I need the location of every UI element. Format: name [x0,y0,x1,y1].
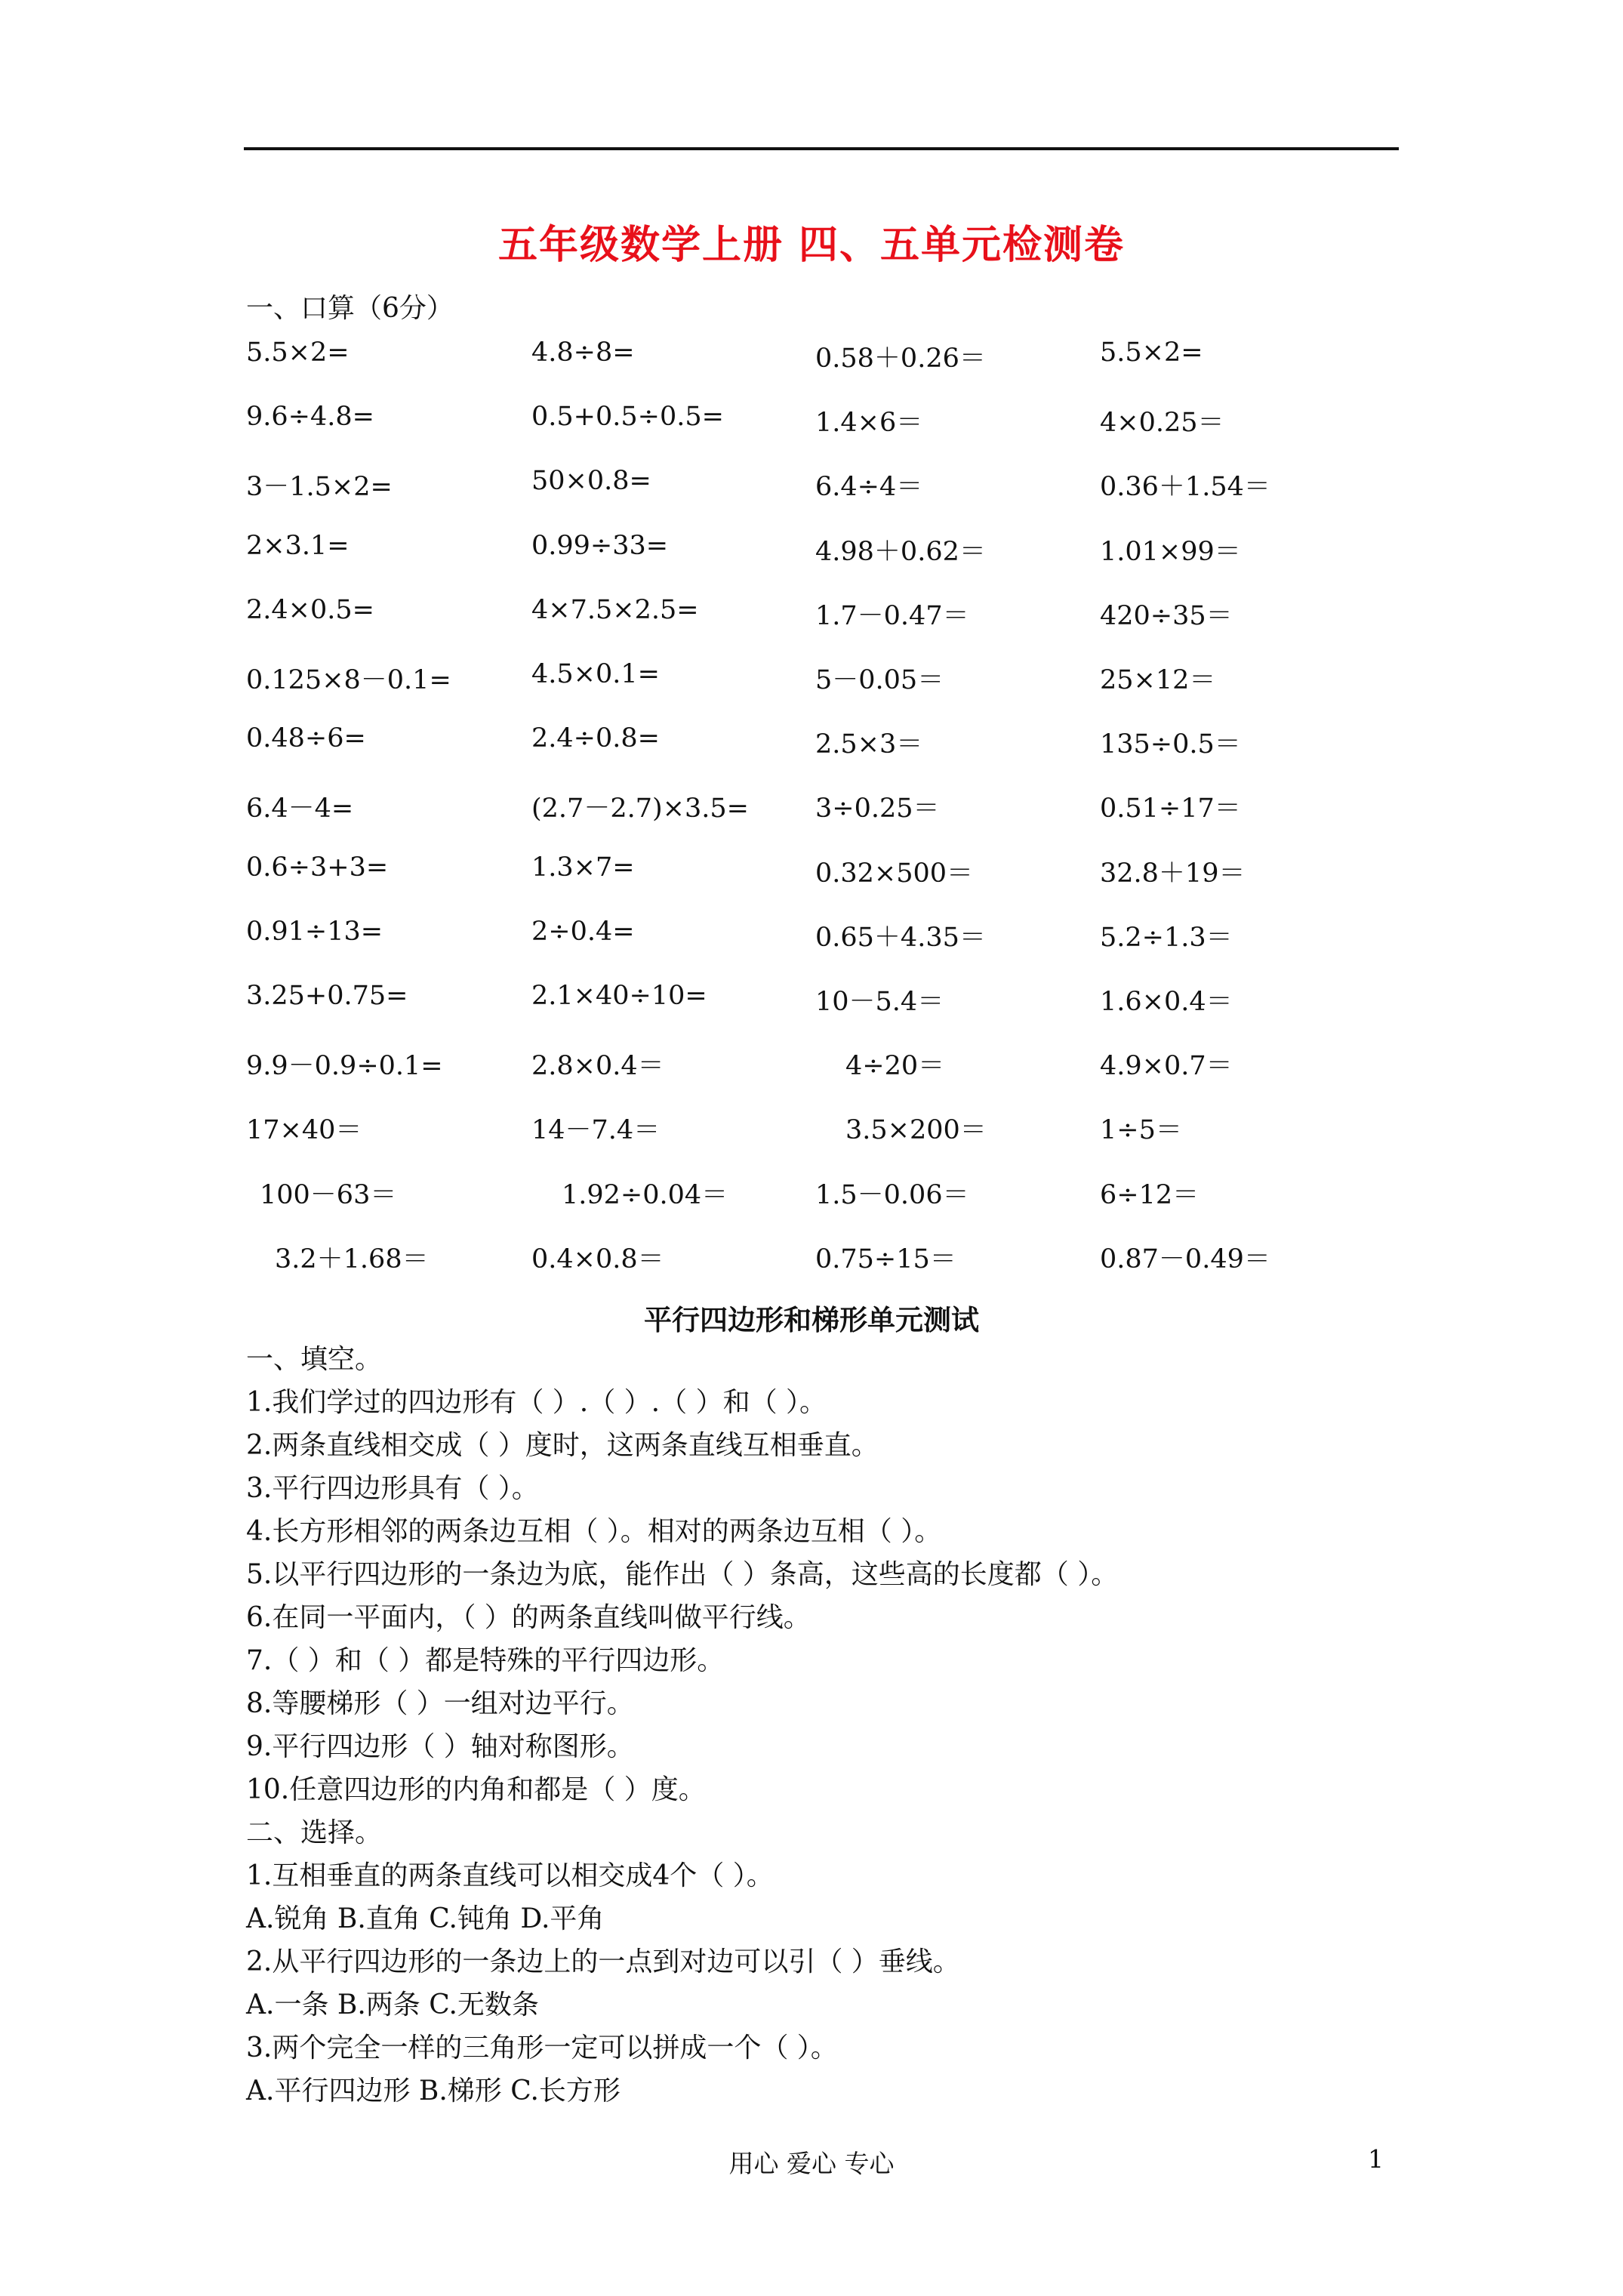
choice-item: 2.从平行四边形的一条边上的一点到对边可以引（ ）垂线。 [246,1946,960,1977]
calc-row [0,402,1623,447]
calc-problem: 2.8×0.4＝ [531,1051,664,1081]
calc-problem: 10－5.4＝ [815,987,944,1017]
calc-problem: 2.1×40÷10= [531,981,707,1011]
choice-options: A.锐角 B.直角 C.钝角 D.平角 [246,1903,605,1934]
calc-row [0,337,1623,383]
calc-problem: 420÷35＝ [1100,601,1233,631]
calc-problem: 0.4×0.8＝ [531,1244,664,1274]
calc-row [0,659,1623,704]
calc-problem: 0.36＋1.54＝ [1100,472,1270,502]
calc-problem: 6÷12＝ [1100,1180,1200,1210]
choice-heading: 二、选择。 [246,1817,383,1848]
calc-problem: 3.25+0.75= [246,981,408,1011]
calc-problem: 6.4÷4＝ [815,472,923,502]
calc-problem: 5.5×2= [1100,337,1203,368]
calc-problem: 50×0.8= [531,466,651,496]
calc-problem: 0.32×500＝ [815,858,974,889]
calc-row [0,1238,1623,1284]
calc-row [0,917,1623,962]
calc-problem: 6.4－4= [246,794,354,824]
top-rule [244,147,1399,150]
calc-problem: 3.2＋1.68＝ [275,1244,429,1274]
calc-problem: 9.9－0.9÷0.1= [246,1051,443,1081]
calc-row [0,852,1623,898]
calc-problem: 1.01×99＝ [1100,537,1241,567]
section-heading-oral-calc: 一、口算（6分） [246,293,454,324]
calc-problem: 0.58＋0.26＝ [815,344,986,374]
fill-item: 1.我们学过的四边形有（ ）.（ ）.（ ）和（ ）。 [246,1387,827,1418]
calc-problem: 2×3.1= [246,531,350,561]
choice-item: 3.两个完全一样的三角形一定可以拼成一个（ ）。 [246,2032,838,2063]
calc-problem: 0.91÷13= [246,917,383,947]
calc-row [0,1174,1623,1219]
calc-problem: 1.4×6＝ [815,408,923,438]
calc-problem: 0.65＋4.35＝ [815,923,986,953]
calc-problem: 32.8＋19＝ [1100,858,1246,889]
calc-problem: 1.92÷0.04＝ [562,1180,728,1210]
calc-problem: 3.5×200＝ [845,1115,987,1145]
calc-row [0,531,1623,576]
calc-row [0,981,1623,1026]
fill-item: 2.两条直线相交成（ ）度时，这两条直线互相垂直。 [246,1430,879,1461]
calc-problem: 1.5－0.06＝ [815,1180,969,1210]
calc-problem: 4.8÷8= [531,337,635,368]
calc-row [0,595,1623,640]
calc-problem: 25×12＝ [1100,665,1216,695]
calc-problem: 0.125×8－0.1= [246,665,451,695]
calc-row [0,466,1623,511]
calc-problem: 2÷0.4= [531,917,635,947]
calc-problem: 5－0.05＝ [815,665,944,695]
calc-row [0,787,1623,833]
calc-problem: 4÷20＝ [845,1051,945,1081]
calc-row [0,723,1623,769]
fill-item: 5.以平行四边形的一条边为底，能作出（ ）条高，这些高的长度都（ ）。 [246,1559,1119,1590]
calc-problem: 4.98＋0.62＝ [815,537,986,567]
calc-problem: 0.51÷17＝ [1100,794,1241,824]
calc-problem: 9.6÷4.8= [246,402,374,432]
calc-problem: 0.87－0.49＝ [1100,1244,1270,1274]
calc-problem: 0.99÷33= [531,531,669,561]
calc-problem: 5.2÷1.3＝ [1100,923,1233,953]
calc-problem: 1÷5＝ [1100,1115,1182,1145]
part2-title: 平行四边形和梯形单元测试 [644,1303,979,1336]
choice-options: A.平行四边形 B.梯形 C.长方形 [246,2076,621,2106]
calc-problem: 4×0.25＝ [1100,408,1224,438]
calc-problem: 4.5×0.1= [531,659,660,689]
calc-problem: 1.7－0.47＝ [815,601,969,631]
fill-item: 6.在同一平面内，（ ）的两条直线叫做平行线。 [246,1602,811,1633]
calc-problem: 5.5×2= [246,337,350,368]
calc-problem: 0.48÷6= [246,723,366,754]
calc-problem: 0.5+0.5÷0.5= [531,402,724,432]
fill-item: 8.等腰梯形（ ）一组对边平行。 [246,1688,634,1719]
fill-item: 9.平行四边形（ ）轴对称图形。 [246,1731,634,1762]
calc-problem: 2.4×0.5= [246,595,374,625]
calc-problem: 2.4÷0.8= [531,723,660,754]
calc-problem: 1.6×0.4＝ [1100,987,1233,1017]
calc-problem: 3÷0.25＝ [815,794,940,824]
calc-problem: 0.6÷3+3= [246,852,389,883]
fill-item: 3.平行四边形具有（ ）。 [246,1473,539,1504]
choice-item: 1.互相垂直的两条直线可以相交成4个（ ）。 [246,1860,774,1891]
calc-problem: 1.3×7= [531,852,635,883]
calc-problem: 2.5×3＝ [815,729,923,760]
calc-problem: 4×7.5×2.5= [531,595,699,625]
calc-problem: 3－1.5×2= [246,472,393,502]
page-title: 五年级数学上册 四、五单元检测卷 [497,222,1126,268]
calc-problem: 14－7.4＝ [531,1115,661,1145]
choice-options: A.一条 B.两条 C.无数条 [246,1989,539,2020]
calc-problem: (2.7－2.7)×3.5= [531,794,749,824]
calc-row [0,1109,1623,1154]
footer-motto: 用心 爱心 专心 [728,2149,895,2178]
fill-item: 7.（ ）和（ ）都是特殊的平行四边形。 [246,1645,725,1676]
calc-problem: 4.9×0.7＝ [1100,1051,1233,1081]
calc-problem: 0.75÷15＝ [815,1244,956,1274]
fill-item: 4.长方形相邻的两条边互相（ ）。相对的两条边互相（ ）。 [246,1516,942,1547]
fill-item: 10.任意四边形的内角和都是（ ）度。 [246,1774,706,1805]
calc-row [0,1045,1623,1090]
calc-problem: 100－63＝ [260,1180,397,1210]
page-number: 1 [1368,2144,1384,2174]
calc-problem: 17×40＝ [246,1115,362,1145]
calc-problem: 135÷0.5＝ [1100,729,1241,760]
fill-heading: 一、填空。 [246,1344,383,1375]
